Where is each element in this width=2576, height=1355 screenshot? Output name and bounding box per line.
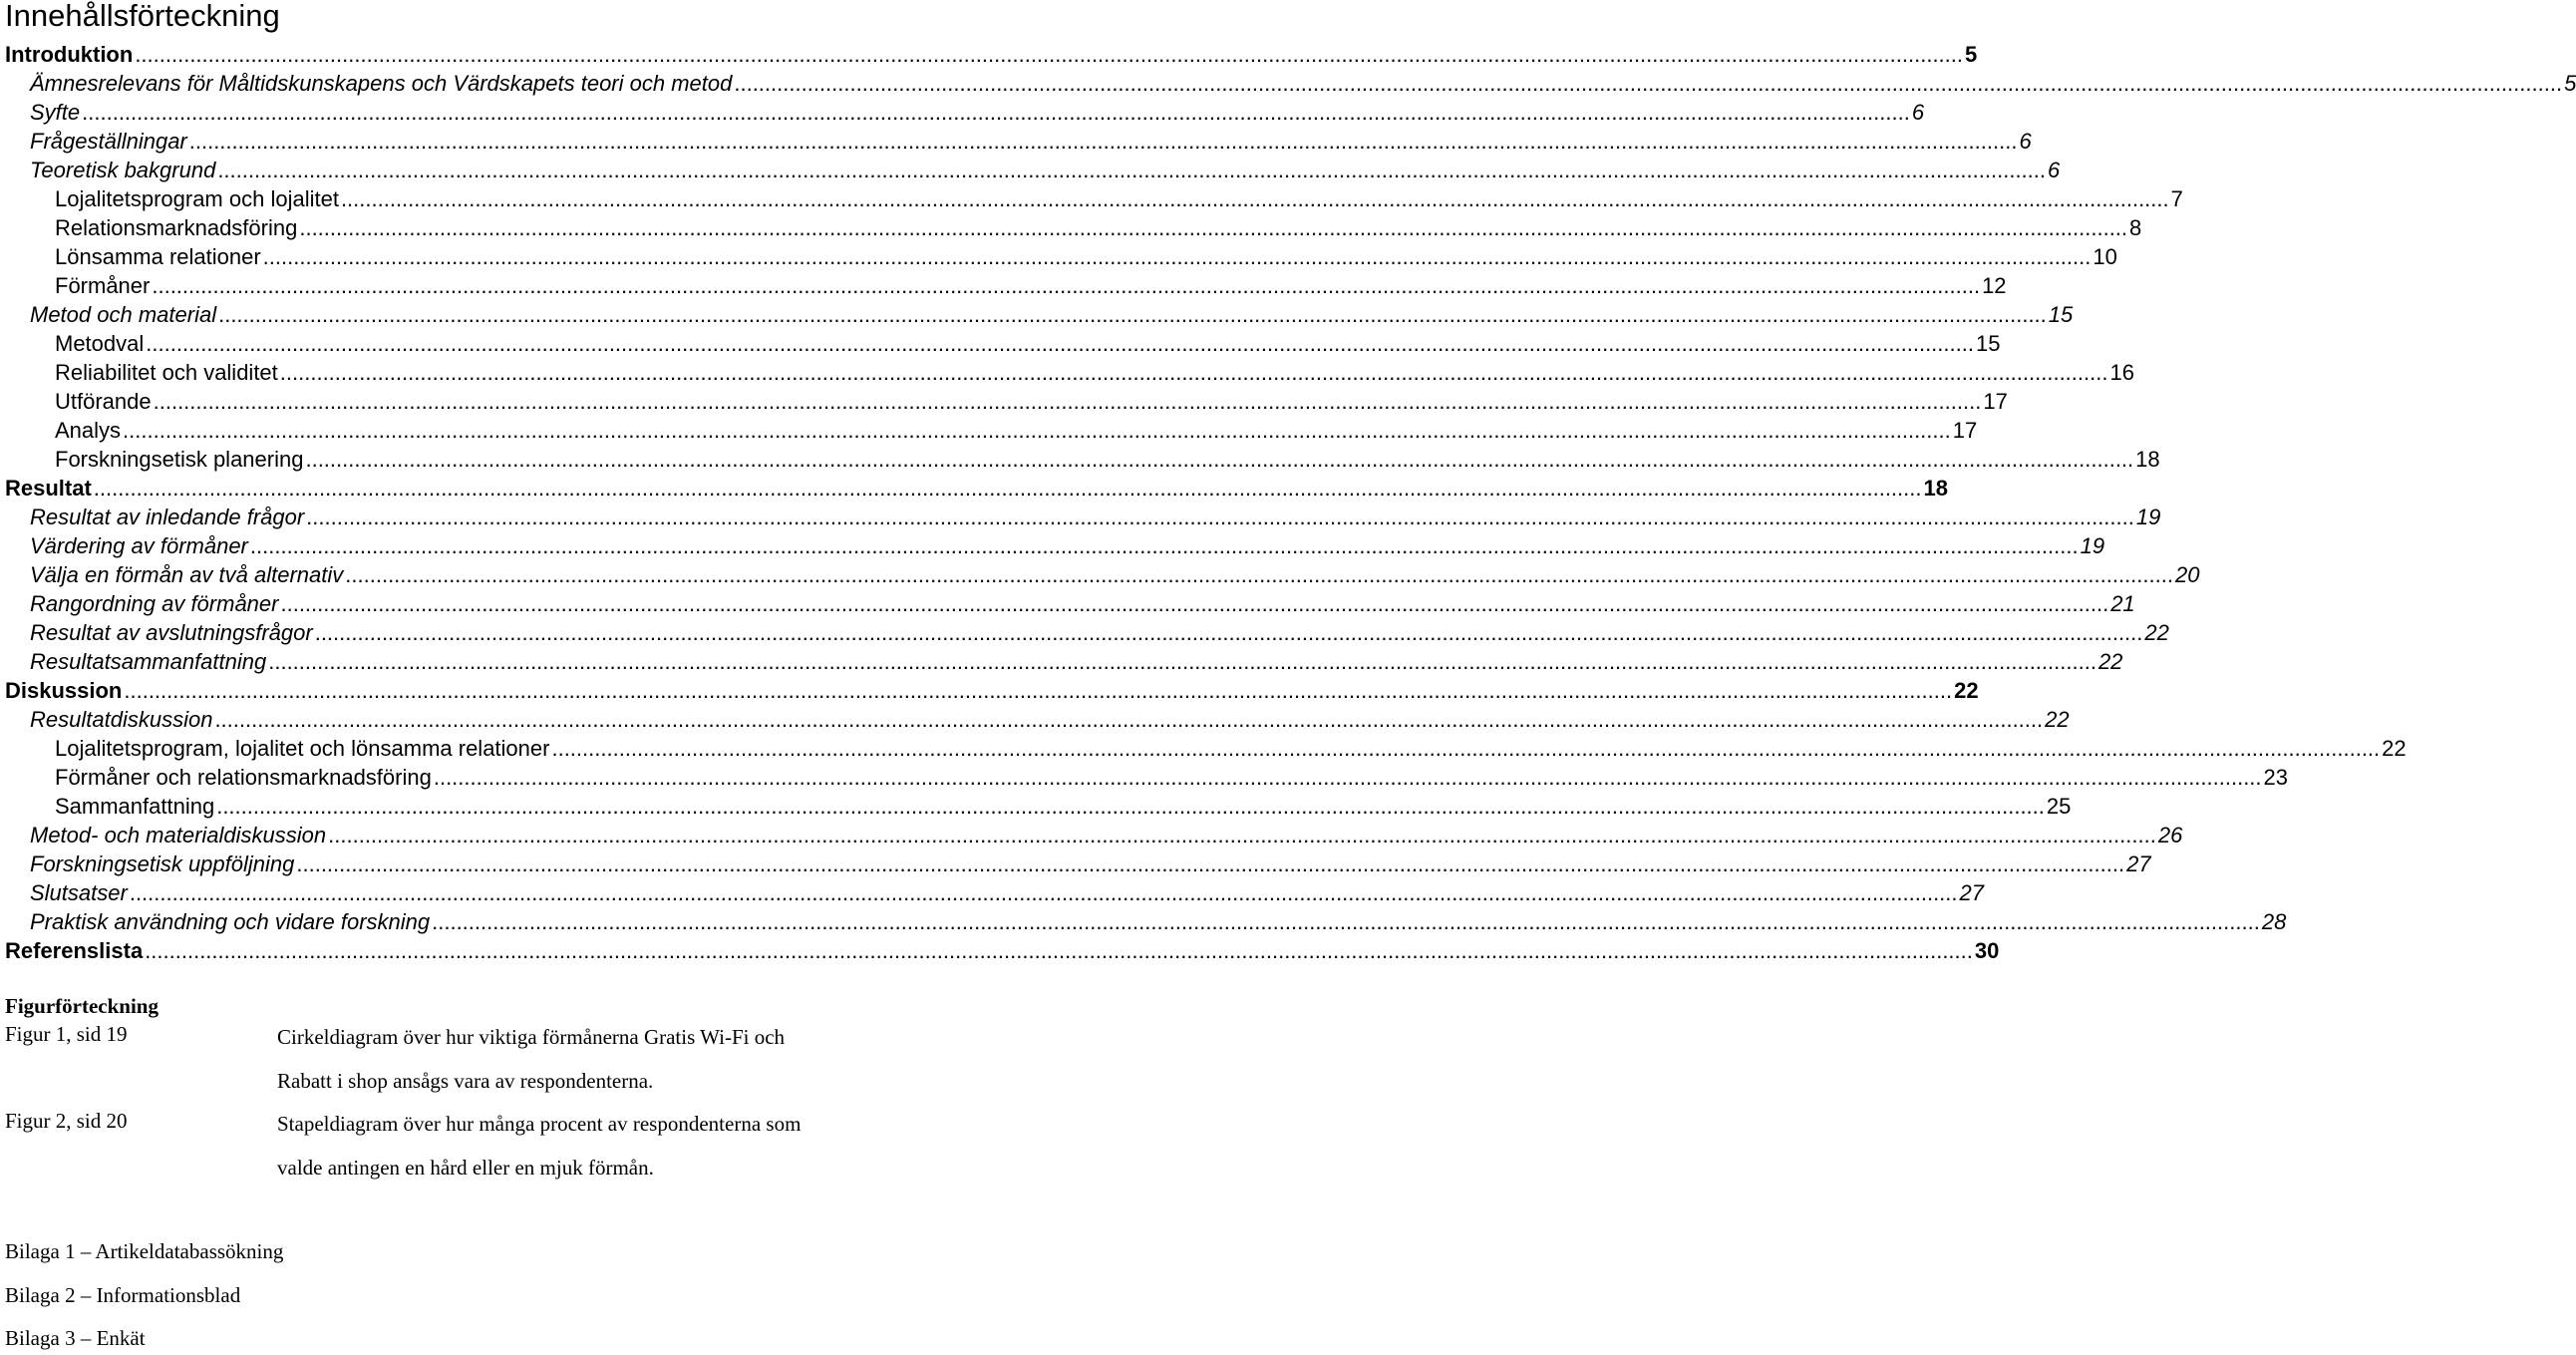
toc-entry[interactable] xyxy=(55,445,2160,474)
toc-entry-page: 20 xyxy=(2174,562,2200,587)
toc-entry[interactable] xyxy=(30,878,1985,907)
toc-dot-leader: ............................................................................................................................................................................................................................................................................................................ xyxy=(218,302,2047,327)
figure-label: Figur 2, sid 20 xyxy=(5,1109,128,1133)
toc-entry-page: 27 xyxy=(2126,851,2151,876)
toc-entry-page: 22 xyxy=(2144,620,2169,645)
toc-entry-page: 5 xyxy=(2564,71,2576,96)
figures-heading: Figurförteckning xyxy=(5,994,159,1018)
figure-description-line: Stapeldiagram över hur många procent av respondenterna som xyxy=(277,1112,802,1136)
toc-dot-leader: ............................................................................................................................................................................................................................................................................................................ xyxy=(734,71,2563,96)
toc-dot-leader: ............................................................................................................................................................................................................................................................................................................ xyxy=(216,794,2045,819)
toc-entry[interactable] xyxy=(55,387,2008,416)
toc-entry-page: 22 xyxy=(2382,736,2407,761)
toc-entry[interactable] xyxy=(30,98,1925,127)
toc-dot-leader: ............................................................................................................................................................................................................................................................................................................ xyxy=(551,736,2381,761)
appendix-item: Bilaga 2 – Informationsblad xyxy=(5,1283,241,1307)
toc-dot-leader: ............................................................................................................................................................................................................................................................................................................ xyxy=(153,389,1982,414)
toc-entry-title: Resultatdiskussion xyxy=(30,707,213,732)
toc-entry[interactable] xyxy=(30,705,2070,734)
toc-entry[interactable] xyxy=(30,821,2183,849)
toc-entry-title: Forskningsetisk uppföljning xyxy=(30,851,295,876)
toc-entry-title: Forskningsetisk planering xyxy=(55,447,304,472)
toc-entry[interactable] xyxy=(30,849,2151,878)
toc-dot-leader: ............................................................................................................................................................................................................................................................................................................ xyxy=(306,505,2134,529)
toc-entry[interactable] xyxy=(55,271,2007,300)
toc-entry-title: Utförande xyxy=(55,389,152,414)
toc-entry-page: 17 xyxy=(1952,418,1978,443)
toc-entry[interactable] xyxy=(5,936,2000,965)
toc-entry[interactable] xyxy=(30,69,2576,98)
toc-entry-title: Resultat av avslutningsfrågor xyxy=(30,620,313,645)
toc-entry-title: Reliabilitet och validitet xyxy=(55,360,278,385)
toc-entry-title: Introduktion xyxy=(5,42,134,67)
toc-entry-page: 25 xyxy=(2046,794,2072,819)
toc-entry[interactable] xyxy=(55,416,1978,445)
toc-heading: Innehållsförteckning xyxy=(5,0,280,33)
toc-entry[interactable] xyxy=(30,589,2135,618)
toc-dot-leader: ............................................................................................................................................................................................................................................................................................................ xyxy=(123,418,1951,443)
toc-entry[interactable] xyxy=(5,474,1948,503)
toc-dot-leader: ............................................................................................................................................................................................................................................................................................................ xyxy=(296,851,2125,876)
toc-entry-title: Förmåner xyxy=(55,273,151,298)
toc-entry-title: Rangordning av förmåner xyxy=(30,591,279,616)
toc-entry-page: 6 xyxy=(2019,129,2032,154)
toc-entry-page: 19 xyxy=(2080,533,2105,558)
toc-dot-leader: ............................................................................................................................................................................................................................................................................................................ xyxy=(135,42,1964,67)
figure-description-line: Rabatt i shop ansågs vara av respondenterna. xyxy=(277,1069,654,1093)
toc-entry-title: Teoretisk bakgrund xyxy=(30,158,216,182)
toc-entry-page: 12 xyxy=(1982,273,2007,298)
toc-entry-page: 27 xyxy=(1959,880,1985,905)
toc-entry-title: Slutsatser xyxy=(30,880,128,905)
toc-entry-page: 8 xyxy=(2129,215,2142,240)
toc-entry-page: 15 xyxy=(1975,331,2001,356)
toc-dot-leader: ............................................................................................................................................................................................................................................................................................................ xyxy=(340,186,2169,211)
toc-entry[interactable] xyxy=(30,127,2032,156)
toc-dot-leader: ............................................................................................................................................................................................................................................................................................................ xyxy=(299,215,2128,240)
figure-description-line: Cirkeldiagram över hur viktiga förmånerna Gratis Wi-Fi och xyxy=(277,1025,786,1049)
toc-dot-leader: ............................................................................................................................................................................................................................................................................................................ xyxy=(145,938,1973,963)
toc-dot-leader: ............................................................................................................................................................................................................................................................................................................ xyxy=(214,707,2044,732)
toc-entry-title: Frågeställningar xyxy=(30,129,187,154)
toc-dot-leader: ............................................................................................................................................................................................................................................................................................................ xyxy=(345,562,2173,587)
toc-dot-leader: ............................................................................................................................................................................................................................................................................................................ xyxy=(432,909,2260,934)
appendix-item: Bilaga 1 – Artikeldatabassökning xyxy=(5,1239,284,1263)
toc-dot-leader: ............................................................................................................................................................................................................................................................................................................ xyxy=(146,331,1974,356)
toc-entry-title: Metod och material xyxy=(30,302,217,327)
toc-dot-leader: ............................................................................................................................................................................................................................................................................................................ xyxy=(217,158,2047,182)
toc-entry[interactable] xyxy=(55,358,2134,387)
toc-entry-page: 19 xyxy=(2135,505,2161,529)
toc-entry-page: 26 xyxy=(2157,823,2183,847)
toc-entry[interactable] xyxy=(30,300,2074,329)
toc-dot-leader: ............................................................................................................................................................................................................................................................................................................ xyxy=(268,649,2096,674)
toc-entry-page: 22 xyxy=(1954,678,1979,703)
toc-entry[interactable] xyxy=(30,618,2169,647)
toc-entry-page: 15 xyxy=(2048,302,2074,327)
toc-dot-leader: ............................................................................................................................................................................................................................................................................................................ xyxy=(279,360,2108,385)
toc-dot-leader: ............................................................................................................................................................................................................................................................................................................ xyxy=(305,447,2134,472)
toc-entry-title: Ämnesrelevans för Måltidskunskapens och Värdskapets teori och metod xyxy=(30,71,733,96)
toc-dot-leader: ............................................................................................................................................................................................................................................................................................................ xyxy=(93,476,1922,501)
toc-entry-title: Resultatsammanfattning xyxy=(30,649,267,674)
figure-label: Figur 1, sid 19 xyxy=(5,1022,128,1046)
toc-entry-title: Förmåner och relationsmarknadsföring xyxy=(55,765,432,790)
toc-dot-leader: ............................................................................................................................................................................................................................................................................................................ xyxy=(188,129,2018,154)
toc-entry-page: 18 xyxy=(1923,476,1948,501)
toc-entry[interactable] xyxy=(5,676,1979,705)
figure-description xyxy=(277,1109,915,1183)
toc-dot-leader: ............................................................................................................................................................................................................................................................................................................ xyxy=(328,823,2156,847)
toc-entry[interactable] xyxy=(55,734,2407,763)
toc-dot-leader: ............................................................................................................................................................................................................................................................................................................ xyxy=(152,273,1981,298)
toc-entry[interactable] xyxy=(30,531,2105,560)
toc-entry-page: 6 xyxy=(1911,100,1925,125)
toc-entry-title: Relationsmarknadsföring xyxy=(55,215,298,240)
toc-entry-title: Lojalitetsprogram, lojalitet och lönsamma relationer xyxy=(55,736,550,761)
toc-entry[interactable] xyxy=(30,156,2061,184)
toc-entry-page: 22 xyxy=(2045,707,2070,732)
toc-dot-leader: ............................................................................................................................................................................................................................................................................................................ xyxy=(433,765,2262,790)
toc-entry-title: Analys xyxy=(55,418,122,443)
toc-entry-page: 10 xyxy=(2093,244,2117,269)
toc-entry-page: 18 xyxy=(2135,447,2160,472)
toc-entry-page: 28 xyxy=(2261,909,2287,934)
toc-entry-title: Värdering av förmåner xyxy=(30,533,248,558)
toc-entry-page: 17 xyxy=(1983,389,2008,414)
toc-entry[interactable] xyxy=(55,329,2001,358)
toc-entry-title: Praktisk användning och vidare forskning xyxy=(30,909,431,934)
toc-entry-title: Metod- och materialdiskussion xyxy=(30,823,327,847)
toc-entry-title: Välja en förmån av två alternativ xyxy=(30,562,344,587)
toc-entry[interactable] xyxy=(30,560,2200,589)
toc-entry-page: 21 xyxy=(2110,591,2135,616)
toc-entry-page: 23 xyxy=(2263,765,2289,790)
toc-entry-title: Resultat xyxy=(5,476,92,501)
appendix-item: Bilaga 3 – Enkät xyxy=(5,1326,146,1350)
toc-entry-title: Diskussion xyxy=(5,678,123,703)
toc-entry[interactable] xyxy=(55,763,2289,792)
toc-dot-leader: ............................................................................................................................................................................................................................................................................................................ xyxy=(129,880,1958,905)
toc-entry[interactable] xyxy=(55,242,2117,271)
toc-dot-leader: ............................................................................................................................................................................................................................................................................................................ xyxy=(124,678,1953,703)
toc-dot-leader: ............................................................................................................................................................................................................................................................................................................ xyxy=(262,244,2092,269)
toc-entry-page: 6 xyxy=(2048,158,2061,182)
toc-entry-page: 16 xyxy=(2109,360,2134,385)
figure-description-line: valde antingen en hård eller en mjuk förmån. xyxy=(277,1156,654,1180)
toc-dot-leader: ............................................................................................................................................................................................................................................................................................................ xyxy=(314,620,2143,645)
toc-entry-title: Referenslista xyxy=(5,938,144,963)
toc-entry-title: Syfte xyxy=(30,100,81,125)
toc-entry-title: Metodval xyxy=(55,331,145,356)
toc-entry-title: Sammanfattning xyxy=(55,794,215,819)
toc-entry-page: 30 xyxy=(1974,938,2000,963)
toc-entry[interactable] xyxy=(30,647,2123,676)
toc-dot-leader: ............................................................................................................................................................................................................................................................................................................ xyxy=(249,533,2079,558)
toc-entry[interactable] xyxy=(55,213,2142,242)
toc-entry[interactable] xyxy=(30,503,2161,531)
toc-entry[interactable] xyxy=(30,907,2287,936)
figure-description xyxy=(277,1022,915,1096)
toc-entry-page: 7 xyxy=(2170,186,2183,211)
toc-entry[interactable] xyxy=(55,792,2072,821)
toc-entry-title: Lojalitetsprogram och lojalitet xyxy=(55,186,339,211)
toc-entry[interactable] xyxy=(55,184,2183,213)
toc-dot-leader: ............................................................................................................................................................................................................................................................................................................ xyxy=(280,591,2109,616)
toc-entry[interactable] xyxy=(5,40,1978,69)
toc-entry-title: Resultat av inledande frågor xyxy=(30,505,305,529)
toc-entry-page: 5 xyxy=(1965,42,1978,67)
toc-entry-page: 22 xyxy=(2097,649,2123,674)
toc-dot-leader: ............................................................................................................................................................................................................................................................................................................ xyxy=(82,100,1910,125)
toc-entry-title: Lönsamma relationer xyxy=(55,244,261,269)
